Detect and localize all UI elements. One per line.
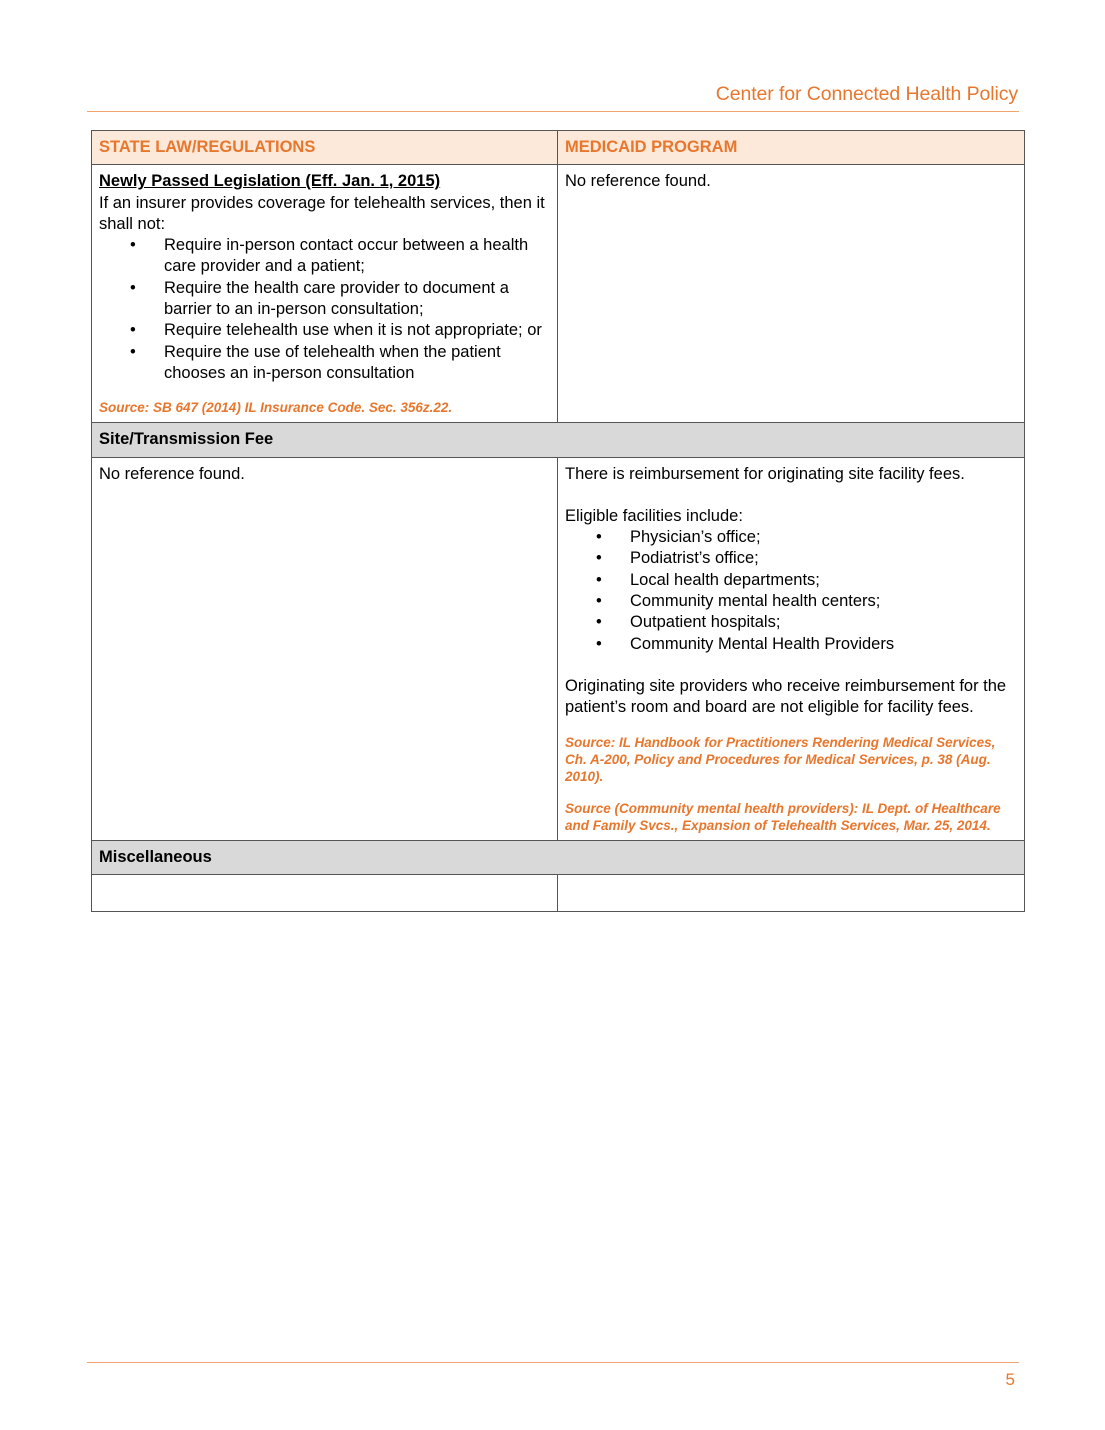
source-citation: Source: SB 647 (2014) IL Insurance Code. Sec. 356z.22. — [99, 400, 453, 416]
medicaid-text: No reference found. — [565, 172, 711, 191]
footer-divider — [87, 1362, 1019, 1363]
document-header-title: Center for Connected Health Policy — [715, 83, 1018, 105]
source-citation: Source: IL Handbook for Practitioners Rendering Medical Services, Ch. A-200, Policy and Procedures for Medical Services, p. 38 (Aug. 2010). — [565, 734, 996, 784]
legislation-intro: If an insurer provides coverage for telehealth services, then it shall not: — [99, 193, 545, 233]
table-row — [92, 457, 1025, 840]
table-row — [92, 165, 1025, 423]
list-item: • Local health departments; — [565, 570, 1017, 591]
list-item: • Require the health care provider to document a barrier to an in-person consultation; — [99, 278, 550, 321]
legislation-bullet-list — [99, 235, 550, 384]
spacer — [99, 384, 550, 399]
section-label: Miscellaneous — [92, 840, 1025, 874]
list-item: • Require telehealth use when it is not appropriate; or — [99, 320, 550, 341]
section-label: Site/Transmission Fee — [92, 423, 1025, 457]
table-header-row — [92, 131, 1025, 165]
medicaid-cell — [558, 165, 1025, 423]
list-item: • Require the use of telehealth when the patient chooses an in-person consultation — [99, 342, 550, 385]
spacer — [565, 485, 1017, 506]
list-item: • Require in-person contact occur between a health care provider and a patient; — [99, 235, 550, 278]
legislation-title: Newly Passed Legislation (Eff. Jan. 1, 2015) — [99, 172, 441, 191]
eligible-facilities-label: Eligible facilities include: — [565, 506, 743, 525]
medicaid-intro: There is reimbursement for originating site facility fees. — [565, 464, 965, 483]
spacer — [565, 655, 1017, 676]
state-law-cell — [92, 457, 558, 840]
list-item: • Community Mental Health Providers — [565, 634, 1017, 655]
state-law-text: No reference found. — [99, 464, 245, 483]
section-row-site-transmission-fee — [92, 423, 1025, 457]
table-row — [92, 874, 1025, 911]
list-item: • Community mental health centers; — [565, 591, 1017, 612]
medicaid-cell — [558, 457, 1025, 840]
header-divider — [87, 111, 1019, 112]
eligible-facilities-list — [565, 527, 1017, 655]
column-header-state-law: STATE LAW/REGULATIONS — [92, 131, 558, 165]
spacer — [565, 719, 1017, 734]
list-item: • Outpatient hospitals; — [565, 612, 1017, 633]
policy-table — [91, 130, 1025, 912]
list-item: • Physician’s office; — [565, 527, 1017, 548]
column-header-medicaid: MEDICAID PROGRAM — [558, 131, 1025, 165]
list-item: • Podiatrist’s office; — [565, 548, 1017, 569]
page-number: 5 — [1005, 1370, 1015, 1389]
section-row-miscellaneous — [92, 840, 1025, 874]
state-law-cell — [92, 165, 558, 423]
medicaid-cell — [558, 874, 1025, 911]
eligibility-note: Originating site providers who receive reimbursement for the patient’s room and board are not eligible for facility fees. — [565, 676, 1007, 717]
source-citation: Source (Community mental health providers): IL Dept. of Healthcare and Family Svcs., Expansion of Telehealth Services, Mar. 25, 2014. — [565, 800, 1001, 833]
spacer — [565, 785, 1017, 800]
state-law-cell — [92, 874, 558, 911]
